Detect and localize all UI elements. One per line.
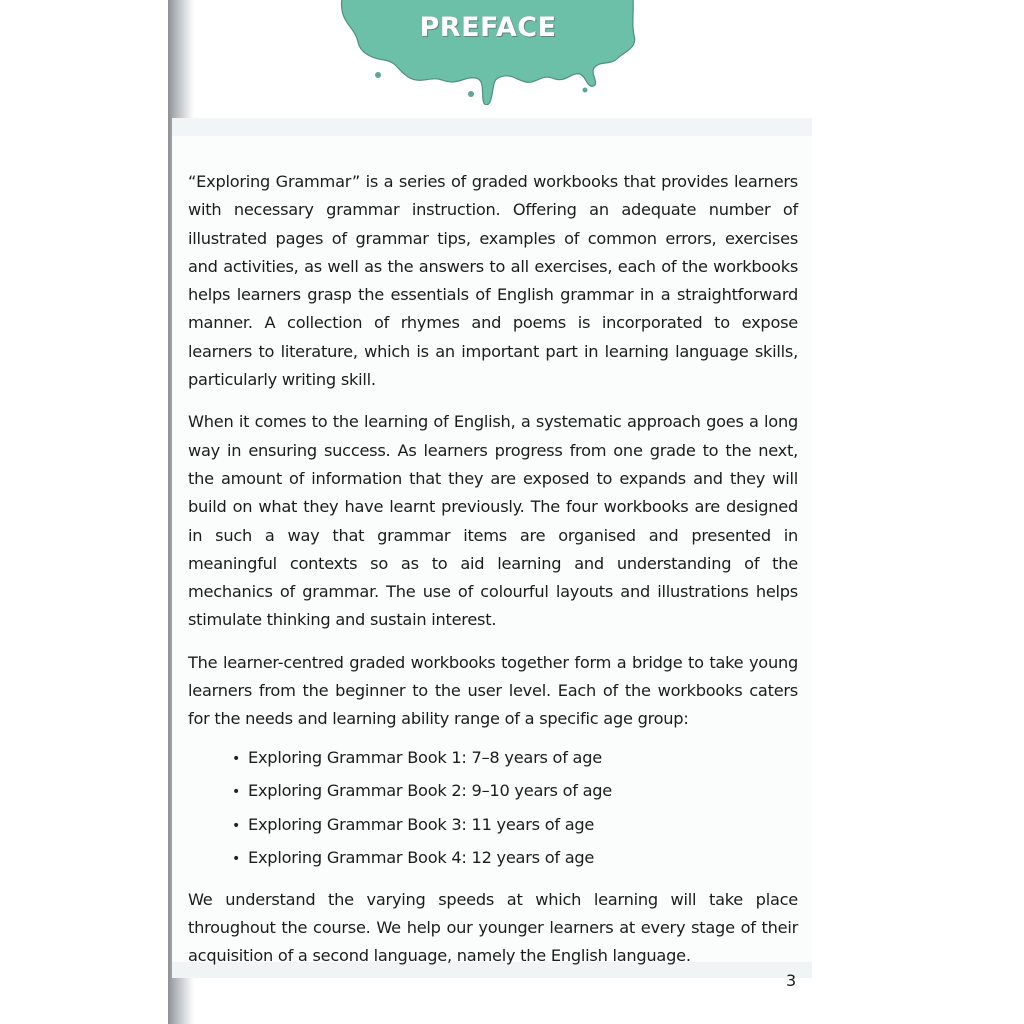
paragraph-intro: “Exploring Grammar” is a series of graded workbooks that provides learners with necessary grammar instruction. Offering an adequate number of illustrated pages of grammar tips, examples of common errors, exercises and activities, as well as the answers to all exercises, each of the workbooks helps learners grasp the essentials of English grammar in a straightforward manner. A collection of rhymes and poems is incorporated to expose learners to literature, which is an important part in learning language skills, particularly writing skill. [188,172,798,390]
list-item [232,775,798,809]
page-margin [0,0,168,1024]
preface-body [188,168,798,985]
list-item [232,809,798,843]
bullet-icon: • [232,784,241,801]
book-list [188,742,798,876]
paragraph-closing: We understand the varying speeds at which learning will take place throughout the course. We help our younger learners at every stage of their acquisition of a second language, namely the English language. [188,889,798,966]
page-number: 3 [786,971,797,990]
book-page [168,0,1024,1024]
list-item [232,742,798,776]
list-item-text: Exploring Grammar Book 2: 9–10 years of age [248,781,613,801]
bullet-icon: • [232,817,241,834]
list-item-text: Exploring Grammar Book 4: 12 years of age [248,848,595,868]
list-item-text: Exploring Grammar Book 1: 7–8 years of age [248,747,602,767]
paragraph-approach: When it comes to the learning of English, a systematic approach goes a long way in ensuring success. As learners progress from one grade to the next, the amount of information that they are exposed to expands and they will build on what they have learnt previously. The four workbooks are designed in such a way that grammar items are organised and presented in meaningful contexts so as to aid learning and understanding of the mechanics of grammar. The use of colourful layouts and illustrations helps stimulate thinking and sustain interest. [188,412,798,630]
list-item-text: Exploring Grammar Book 3: 11 years of age [248,814,595,834]
bullet-icon: • [232,750,241,767]
bullet-icon: • [232,851,241,868]
page-title: PREFACE [419,12,557,43]
paragraph-age-groups: The learner-centred graded workbooks together form a bridge to take young learners from the beginner to the user level. Each of the workbooks caters for the needs and learning ability range of a specific age group: [188,652,798,729]
list-item [232,842,798,876]
